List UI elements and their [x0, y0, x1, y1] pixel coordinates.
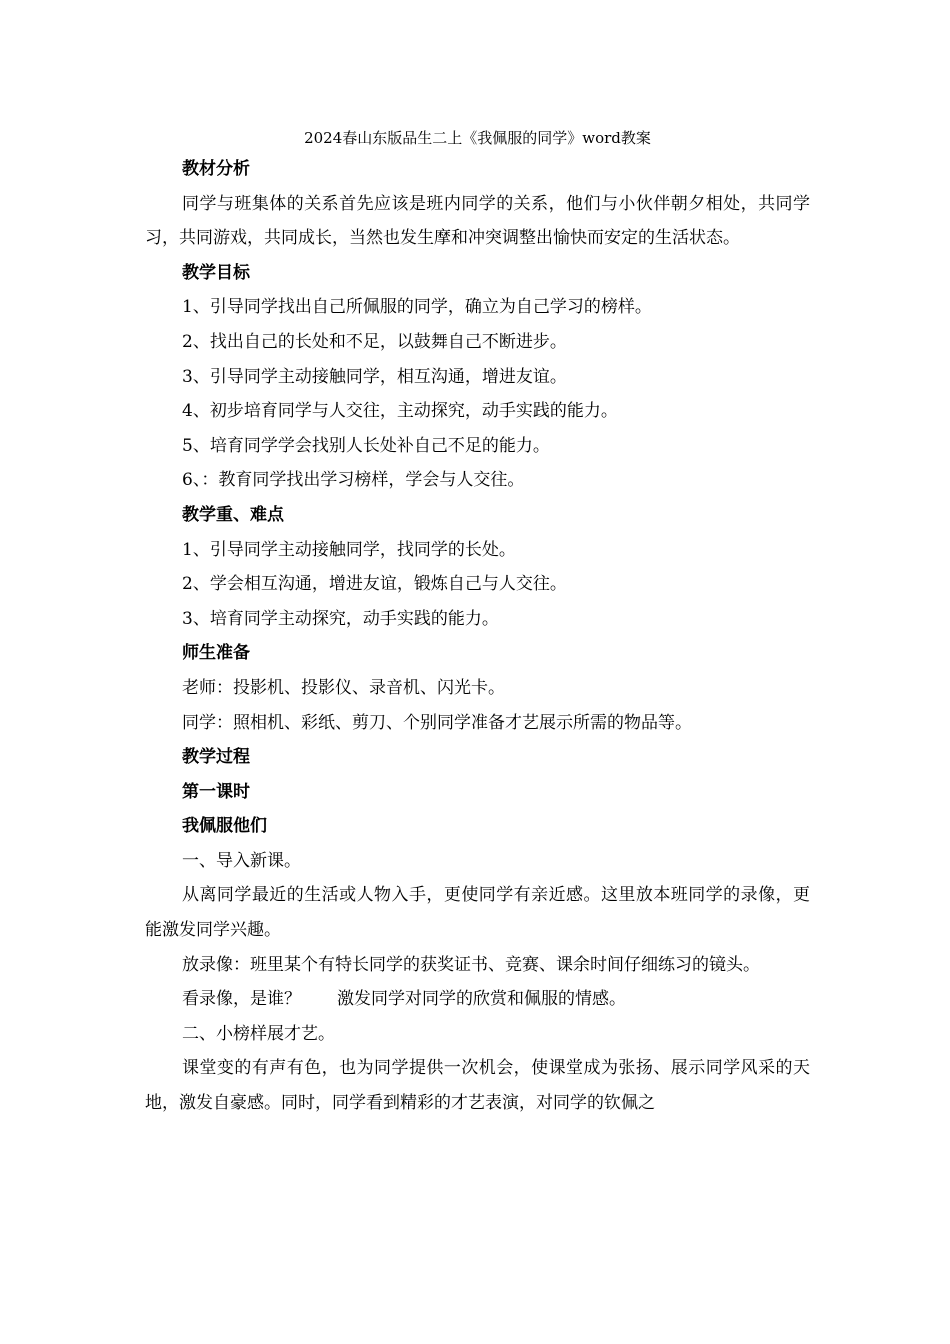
- paragraph: 同学与班集体的关系首先应该是班内同学的关系，他们与小伙伴朝夕相处，共同学习，共同游戏，共同成长，当然也发生摩和冲突调整出愉快而安定的生活状态。: [145, 193, 810, 249]
- paragraph: 放录像：班里某个有特长同学的获奖证书、竞赛、课余时间仔细练习的镜头。: [182, 954, 760, 975]
- section-heading: 教材分析: [182, 159, 250, 179]
- paragraph: 同学：照相机、彩纸、剪刀、个别同学准备才艺展示所需的物品等。: [182, 712, 692, 733]
- list-item: 4、初步培育同学与人交往，主动探究，动手实践的能力。: [182, 401, 618, 422]
- paragraph-part: 激发同学对同学的欣赏和佩服的情感。: [337, 989, 626, 1010]
- list-item: 1、引导同学主动接触同学，找同学的长处。: [182, 539, 516, 560]
- paragraph: 二、小榜样展才艺。: [182, 1023, 335, 1044]
- paragraph: 从离同学最近的生活或人物入手，更使同学有亲近感。这里放本班同学的录像，更能激发同学兴趣。: [145, 885, 810, 941]
- list-item: 3、引导同学主动接触同学，相互沟通，增进友谊。: [182, 366, 567, 387]
- list-item: 1、引导同学找出自己所佩服的同学，确立为自己学习的榜样。: [182, 297, 652, 318]
- list-item: 3、培育同学主动探究，动手实践的能力。: [182, 608, 499, 629]
- section-heading: 教学目标: [182, 262, 250, 283]
- document-page: [145, 124, 810, 1121]
- section-heading: 教学过程: [182, 747, 250, 768]
- section-heading: 我佩服他们: [182, 816, 267, 837]
- list-item: 6、：教育同学找出学习榜样，学会与人交往。: [182, 470, 525, 491]
- list-item: 2、找出自己的长处和不足，以鼓舞自己不断进步。: [182, 331, 567, 352]
- section-heading: 师生准备: [182, 643, 250, 664]
- paragraph: [145, 982, 810, 1017]
- paragraph: 一、导入新课。: [182, 850, 301, 871]
- document-title: 2024春山东版品生二上《我佩服的同学》word教案: [304, 129, 651, 147]
- paragraph: 课堂变的有声有色，也为同学提供一次机会，使课堂成为张扬、展示同学风采的天地，激发自豪感。同时，同学看到精彩的才艺表演，对同学的钦佩之: [145, 1058, 810, 1114]
- list-item: 5、培育同学学会找别人长处补自己不足的能力。: [182, 435, 550, 456]
- list-item: 2、学会相互沟通，增进友谊，锻炼自己与人交往。: [182, 574, 567, 595]
- section-heading: 第一课时: [182, 781, 250, 802]
- paragraph: 老师：投影机、投影仪、录音机、闪光卡。: [182, 677, 505, 698]
- section-heading: 教学重、难点: [182, 504, 284, 525]
- paragraph-part: 看录像，是谁？: [182, 989, 301, 1010]
